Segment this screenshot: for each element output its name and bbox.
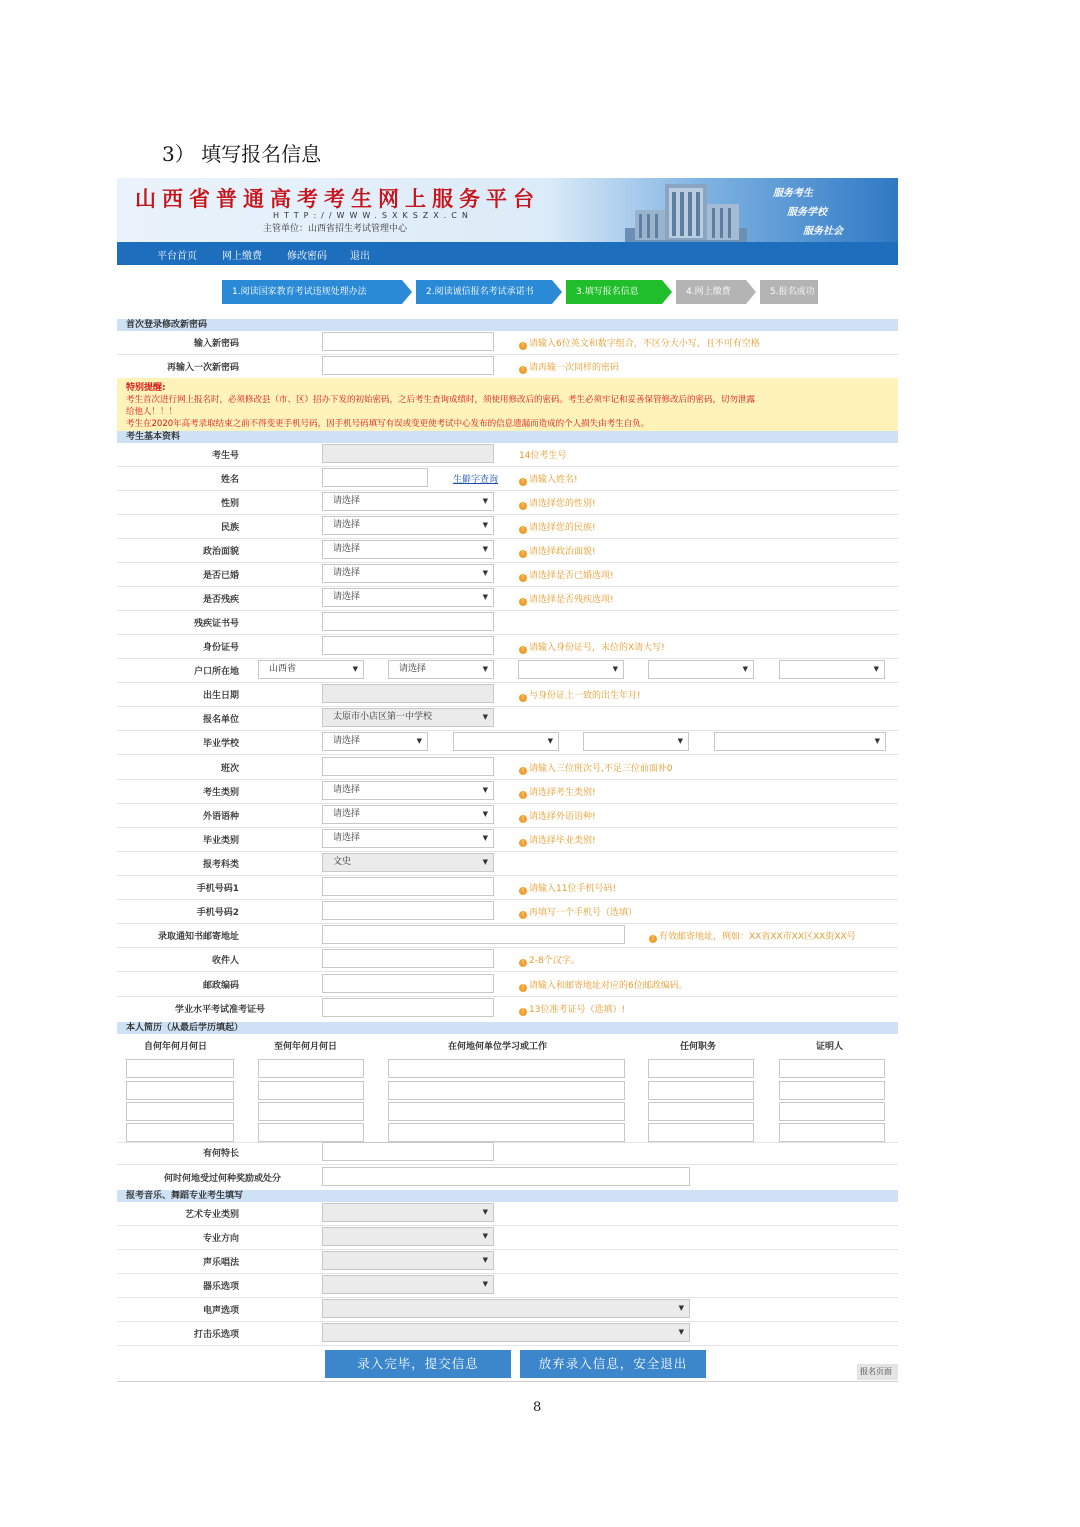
birth-field: [322, 684, 494, 703]
resume-cell[interactable]: [388, 1102, 625, 1121]
section-password: [117, 319, 898, 331]
id-no-label: 身份证号: [202, 643, 239, 653]
subject-value: 文史: [333, 857, 352, 867]
new-password-input[interactable]: [322, 332, 494, 351]
electric-label: 电声选项: [202, 1306, 239, 1316]
resume-cell[interactable]: [258, 1102, 364, 1121]
hint-icon: !: [519, 791, 527, 799]
dropdown-arrow-icon: ▼: [482, 497, 488, 505]
dropdown-arrow-icon: ▼: [677, 737, 683, 745]
disability-cert-label: 残疾证书号: [193, 619, 239, 629]
grad-type-select[interactable]: [322, 829, 494, 848]
recipient-label: 收件人: [211, 956, 239, 966]
step-1-arrow: [402, 280, 412, 304]
disabled-label: 是否残疾: [202, 595, 239, 605]
hint-icon: !: [519, 815, 527, 823]
quit-button[interactable]: 放弃录入信息，安全退出: [520, 1350, 706, 1378]
divider: [117, 754, 898, 755]
divider: [117, 490, 898, 491]
resume-cell[interactable]: [779, 1059, 885, 1078]
dropdown-arrow-icon: ▼: [416, 737, 422, 745]
slogan-2: 服务学校: [787, 207, 827, 218]
dropdown-arrow-icon: ▼: [482, 834, 488, 842]
dropdown-arrow-icon: ▼: [352, 665, 358, 673]
divider: [117, 682, 898, 683]
resume-cell[interactable]: [258, 1123, 364, 1142]
dropdown-arrow-icon: ▼: [612, 665, 618, 673]
awards-input[interactable]: [322, 1167, 690, 1186]
divider: [117, 851, 898, 852]
hint-icon: !: [649, 935, 657, 943]
category-value: 请选择: [333, 785, 361, 795]
class-input[interactable]: [322, 757, 494, 776]
gender-hint: [519, 496, 596, 510]
notice-title: 特别提醒:: [126, 383, 166, 393]
percussion-label: 打击乐选项: [193, 1330, 239, 1340]
resume-cell[interactable]: [126, 1123, 234, 1142]
resume-col-to: 至何年何月何日: [274, 1042, 338, 1052]
notice-line-3: 考生在2020年高考录取结束之前不得变更手机号码，因手机号码填写有误或变更使考试中心发布的信息遗漏而造成的个人损失由考生自负。: [126, 419, 650, 429]
dropdown-arrow-icon: ▼: [482, 810, 488, 818]
resume-cell[interactable]: [648, 1059, 754, 1078]
section-art: [117, 1190, 898, 1202]
disabled-value: 请选择: [333, 592, 361, 602]
school-select-3[interactable]: [583, 732, 689, 751]
hint-icon: !: [519, 550, 527, 558]
vocal-method-select[interactable]: [322, 1251, 494, 1270]
resume-cell[interactable]: [258, 1059, 364, 1078]
id-no-hint-text: 请输入身份证号，末位的X请大写!: [529, 643, 665, 653]
political-label: 政治面貌: [202, 547, 239, 557]
art-direction-label: 专业方向: [202, 1234, 239, 1244]
dropdown-arrow-icon: ▼: [874, 737, 880, 745]
hint-icon: !: [519, 342, 527, 350]
bottom-divider: [117, 1381, 898, 1382]
name-input[interactable]: [322, 468, 428, 487]
category-select[interactable]: [322, 781, 494, 800]
divider: [117, 1321, 898, 1322]
unit-value: 太原市小店区第一中学校: [333, 712, 433, 722]
section-art-title: 报考音乐、舞蹈专业考生填写: [126, 1191, 244, 1201]
resume-cell[interactable]: [779, 1123, 885, 1142]
category-hint-text: 请选择考生类别!: [529, 788, 596, 798]
phone2-input[interactable]: [322, 901, 494, 920]
xueye-input[interactable]: [322, 998, 494, 1017]
resume-cell[interactable]: [388, 1081, 625, 1100]
married-select[interactable]: [322, 564, 494, 583]
phone1-hint-text: 请输入11位手机号码!: [529, 884, 617, 894]
address-label: 录取通知书邮寄地址: [157, 932, 239, 942]
disabled-select[interactable]: [322, 588, 494, 607]
resume-col-place: 在何地何单位学习或工作: [448, 1042, 548, 1052]
new-password-hint: [519, 336, 760, 350]
divider: [117, 586, 898, 587]
name-label: 姓名: [220, 475, 239, 485]
slogan-3: 服务社会: [803, 226, 843, 237]
birth-hint: [519, 688, 641, 702]
top-nav: [117, 242, 898, 265]
divider: [117, 1142, 898, 1143]
gender-value: 请选择: [333, 496, 361, 506]
address-hint-text: 有效邮寄地址，例如：XX省XX市XX区XX街XX号: [659, 932, 856, 942]
grad-type-label: 毕业类别: [202, 836, 239, 846]
class-label: 班次: [220, 764, 239, 774]
ethnic-value: 请选择: [333, 520, 361, 530]
site-banner: [117, 178, 898, 242]
step-5: 5.报名成功: [760, 280, 818, 304]
corner-tab[interactable]: 报名页面: [857, 1364, 898, 1380]
nav-logout[interactable]: 退出: [350, 251, 370, 262]
class-hint: [519, 761, 673, 775]
vocal-method-label: 声乐唱法: [202, 1258, 239, 1268]
resume-cell[interactable]: [779, 1102, 885, 1121]
hukou-label: 户口所在地: [193, 667, 239, 677]
divider: [117, 1249, 898, 1250]
section-resume: [117, 1022, 898, 1034]
hukou-province-select[interactable]: [258, 660, 364, 679]
dropdown-arrow-icon: ▼: [678, 1328, 684, 1336]
resume-cell[interactable]: [779, 1081, 885, 1100]
address-hint: [649, 929, 856, 943]
dropdown-arrow-icon: ▼: [482, 713, 488, 721]
name-hint: [519, 472, 578, 486]
divider: [117, 1164, 898, 1165]
political-hint: [519, 544, 596, 558]
section-basic: [117, 431, 898, 443]
category-hint: [519, 785, 596, 799]
hukou-village-select[interactable]: [779, 660, 885, 679]
hint-icon: !: [519, 767, 527, 775]
divider: [117, 730, 898, 731]
married-hint-text: 请选择是否已婚选项!: [529, 571, 614, 581]
phone2-hint-text: 再填写一个手机号（选填）: [529, 908, 638, 918]
divider: [117, 827, 898, 828]
hukou-city-select[interactable]: [388, 660, 494, 679]
phone1-input[interactable]: [322, 877, 494, 896]
phone1-label: 手机号码1: [196, 884, 239, 894]
hukou-city-value: 请选择: [399, 664, 427, 674]
name-hint-text: 请输入姓名!: [529, 475, 578, 485]
nav-change-password[interactable]: 修改密码: [287, 251, 327, 262]
rare-char-lookup-link[interactable]: 生僻字查询: [453, 475, 499, 485]
xueye-hint: [519, 1002, 625, 1016]
divider: [117, 947, 898, 948]
art-category-select[interactable]: [322, 1203, 494, 1222]
subject-select: [322, 853, 494, 872]
special-notice: [117, 378, 898, 431]
step-4: 4.网上缴费: [676, 280, 746, 304]
divider: [117, 658, 898, 659]
step-2: 2.阅读诚信报名考试承诺书: [416, 280, 552, 304]
divider: [117, 899, 898, 900]
unit-label: 报名单位: [202, 715, 239, 725]
dropdown-arrow-icon: ▼: [482, 545, 488, 553]
resume-cell[interactable]: [648, 1123, 754, 1142]
exam-no-field: [322, 444, 494, 463]
divider: [117, 1225, 898, 1226]
hukou-town-select[interactable]: [648, 660, 754, 679]
dropdown-arrow-icon: ▼: [482, 1256, 488, 1264]
hint-icon: !: [519, 574, 527, 582]
resume-cell[interactable]: [648, 1081, 754, 1100]
percussion-select[interactable]: [322, 1323, 690, 1342]
building-image: [625, 180, 747, 242]
resume-cell[interactable]: [388, 1123, 625, 1142]
school-select-1[interactable]: [322, 732, 428, 751]
instrument-select[interactable]: [322, 1275, 494, 1294]
divider: [117, 923, 898, 924]
phone2-label: 手机号码2: [196, 908, 239, 918]
hint-icon: !: [519, 984, 527, 992]
dropdown-arrow-icon: ▼: [482, 665, 488, 673]
disabled-hint-text: 请选择是否残疾选项!: [529, 595, 614, 605]
class-hint-text: 请输入三位班次号,不足三位前面补0: [529, 764, 673, 774]
screenshot-frame: [117, 178, 898, 1382]
new-password-label: 输入新密码: [193, 339, 239, 349]
id-no-hint: [519, 640, 665, 654]
art-direction-select[interactable]: [322, 1227, 494, 1246]
dropdown-arrow-icon: ▼: [873, 665, 879, 673]
divider: [117, 466, 898, 467]
divider: [117, 1273, 898, 1274]
dropdown-arrow-icon: ▼: [482, 593, 488, 601]
language-select[interactable]: [322, 805, 494, 824]
site-url: HTTP://WWW.SXKSZX.CN: [273, 211, 473, 220]
phone2-hint: [519, 905, 637, 919]
address-input[interactable]: [322, 925, 625, 944]
nav-home[interactable]: 平台首页: [157, 251, 197, 262]
divider: [117, 514, 898, 515]
notice-line-1: 考生首次进行网上报名时，必须修改县（市、区）招办下发的初始密码，之后考生查询成绩时，须使用修改后的密码。考生必须牢记和妥善保管修改后的密码，切勿泄露: [126, 395, 756, 405]
hint-icon: !: [519, 839, 527, 847]
phone1-hint: [519, 881, 616, 895]
hint-icon: !: [519, 887, 527, 895]
divider: [117, 562, 898, 563]
hint-icon: !: [519, 502, 527, 510]
dropdown-arrow-icon: ▼: [482, 1232, 488, 1240]
gender-label: 性别: [220, 499, 239, 509]
divider: [117, 803, 898, 804]
ethnic-select[interactable]: [322, 516, 494, 535]
step-1: 1.阅读国家教育考试违规处理办法: [222, 280, 402, 304]
speciality-input[interactable]: [322, 1142, 494, 1161]
gender-select[interactable]: [322, 492, 494, 511]
grad-type-value: 请选择: [333, 833, 361, 843]
divider: [117, 634, 898, 635]
nav-payment[interactable]: 网上缴费: [222, 251, 262, 262]
hint-icon: !: [519, 478, 527, 486]
language-value: 请选择: [333, 809, 361, 819]
language-label: 外语语种: [202, 812, 239, 822]
unit-select: [322, 708, 494, 727]
resume-col-from: 自何年何月何日: [144, 1042, 208, 1052]
hint-icon: !: [519, 1008, 527, 1016]
dropdown-arrow-icon: ▼: [482, 1280, 488, 1288]
language-hint: [519, 809, 596, 823]
ethnic-label: 民族: [220, 523, 239, 533]
confirm-password-input[interactable]: [322, 356, 494, 375]
site-title: 山西省普通高考考生网上服务平台: [135, 187, 540, 211]
grad-type-hint: [519, 833, 596, 847]
divider: [117, 1297, 898, 1298]
new-password-hint-text: 请输入6位英文和数字组合，不区分大小写，且不可有空格: [529, 339, 760, 349]
political-value: 请选择: [333, 544, 361, 554]
hint-icon: !: [519, 646, 527, 654]
ethnic-hint: [519, 520, 596, 534]
section-resume-title: 本人简历（从最后学历填起）: [126, 1023, 244, 1033]
hint-icon: !: [519, 959, 527, 967]
slogans: [757, 184, 887, 241]
hukou-county-select[interactable]: [518, 660, 624, 679]
step-2-arrow: [552, 280, 562, 304]
subject-label: 报考科类: [202, 860, 239, 870]
school-select-2[interactable]: [453, 732, 559, 751]
confirm-password-hint: [519, 360, 619, 374]
postcode-hint-text: 请输入和邮寄地址对应的6位邮政编码。: [529, 981, 688, 991]
instrument-label: 器乐选项: [202, 1282, 239, 1292]
disabled-hint: [519, 592, 614, 606]
language-hint-text: 请选择外语语种!: [529, 812, 596, 822]
xueye-hint-text: 13位准考证号（选填）!: [529, 1005, 626, 1015]
hint-icon: !: [519, 598, 527, 606]
birth-label: 出生日期: [202, 691, 239, 701]
postcode-input[interactable]: [322, 974, 494, 993]
id-no-input[interactable]: [322, 636, 494, 655]
recipient-hint: [519, 953, 580, 967]
confirm-password-label: 再输入一次新密码: [166, 363, 239, 373]
site-org: 主管单位：山西省招生考试管理中心: [263, 224, 408, 234]
section-password-title: 首次登录修改新密码: [126, 320, 208, 330]
category-label: 考生类别: [202, 788, 239, 798]
recipient-hint-text: 2-8个汉字。: [529, 956, 580, 966]
notice-line-2: 给他人！！！: [126, 407, 178, 417]
recipient-input[interactable]: [322, 949, 494, 968]
divider: [117, 1345, 898, 1346]
married-value: 请选择: [333, 568, 361, 578]
dropdown-arrow-icon: ▼: [482, 569, 488, 577]
gender-hint-text: 请选择您的性别!: [529, 499, 596, 509]
school-label: 毕业学校: [202, 739, 239, 749]
dropdown-arrow-icon: ▼: [678, 1304, 684, 1312]
disability-cert-input[interactable]: [322, 612, 494, 631]
political-select[interactable]: [322, 540, 494, 559]
art-category-label: 艺术专业类别: [184, 1210, 239, 1220]
divider: [117, 354, 898, 355]
political-hint-text: 请选择政治面貌!: [529, 547, 596, 557]
step-4-arrow: [746, 280, 756, 304]
postcode-label: 邮政编码: [202, 981, 239, 991]
school-select-4[interactable]: [714, 732, 886, 751]
divider: [117, 971, 898, 972]
step-3-arrow: [662, 280, 672, 304]
speciality-label: 有何特长: [202, 1149, 239, 1159]
page-number: 8: [533, 1400, 542, 1415]
school-value: 请选择: [333, 736, 361, 746]
resume-cell[interactable]: [258, 1081, 364, 1100]
slogan-1: 服务考生: [773, 188, 813, 199]
resume-cell[interactable]: [648, 1102, 754, 1121]
hint-icon: !: [519, 911, 527, 919]
divider: [117, 538, 898, 539]
divider: [117, 779, 898, 780]
birth-hint-text: 与身份证上一致的出生年月!: [529, 691, 641, 701]
resume-cell[interactable]: [126, 1081, 234, 1100]
divider: [117, 875, 898, 876]
resume-cell[interactable]: [126, 1102, 234, 1121]
hukou-province-value: 山西省: [269, 664, 297, 674]
dropdown-arrow-icon: ▼: [482, 858, 488, 866]
dropdown-arrow-icon: ▼: [482, 521, 488, 529]
grad-type-hint-text: 请选择毕业类别!: [529, 836, 596, 846]
xueye-label: 学业水平考试准考证号: [174, 1005, 265, 1015]
divider: [117, 996, 898, 997]
hint-icon: !: [519, 366, 527, 374]
dropdown-arrow-icon: ▼: [482, 786, 488, 794]
married-hint: [519, 568, 614, 582]
exam-no-label: 考生号: [211, 451, 239, 461]
submit-button[interactable]: 录入完毕，提交信息: [325, 1350, 511, 1378]
dropdown-arrow-icon: ▼: [742, 665, 748, 673]
document-heading: 3） 填写报名信息: [162, 142, 322, 166]
progress-steps: [222, 280, 822, 304]
step-3: 3.填写报名信息: [566, 280, 662, 304]
resume-col-witness: 证明人: [816, 1042, 844, 1052]
postcode-hint: [519, 978, 688, 992]
awards-label: 何时何地受过何种奖励或处分: [163, 1174, 281, 1184]
dropdown-arrow-icon: ▼: [547, 737, 553, 745]
confirm-password-hint-text: 请再输一次同样的密码: [529, 363, 620, 373]
section-basic-title: 考生基本资料: [126, 432, 181, 442]
resume-col-position: 任何职务: [680, 1042, 717, 1052]
hint-icon: !: [519, 694, 527, 702]
ethnic-hint-text: 请选择您的民族!: [529, 523, 596, 533]
electric-select[interactable]: [322, 1299, 690, 1318]
divider: [117, 706, 898, 707]
exam-no-hint: 14位考生号: [519, 451, 567, 461]
hint-icon: !: [519, 526, 527, 534]
dropdown-arrow-icon: ▼: [482, 1208, 488, 1216]
married-label: 是否已婚: [202, 571, 239, 581]
divider: [117, 610, 898, 611]
resume-cell[interactable]: [388, 1059, 625, 1078]
resume-cell[interactable]: [126, 1059, 234, 1078]
